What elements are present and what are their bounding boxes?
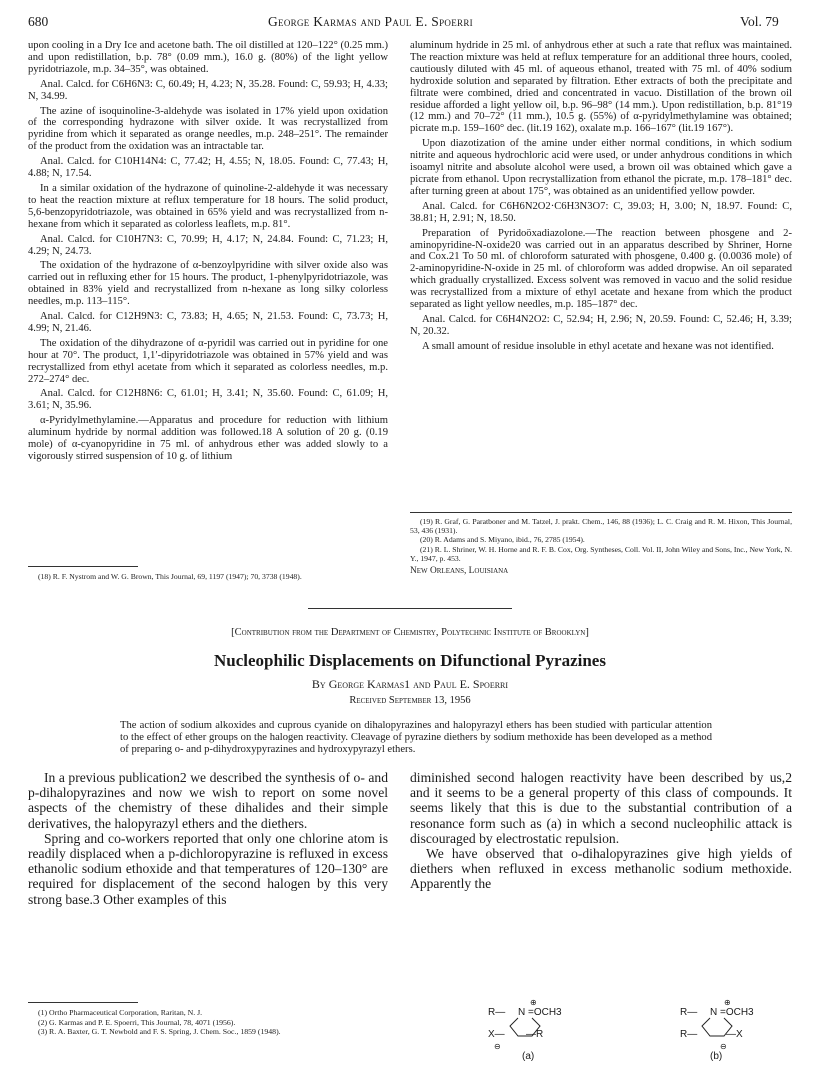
minus-charge-icon: ⊖ bbox=[720, 1042, 727, 1051]
byline: By George Karmas1 and Paul E. Spoerri bbox=[311, 677, 509, 691]
volume-label: Vol. 79 bbox=[740, 14, 779, 29]
article-separator bbox=[308, 608, 512, 609]
footnote: (1) Ortho Pharmaceutical Corporation, Raritan, N. J. bbox=[38, 1008, 203, 1017]
intro-right-column bbox=[410, 770, 792, 892]
paragraph: In a previous publication2 we described the synthesis of o- and p-dihalopyrazines and now we wish to report on some novel aspects of the chemistry of these dihalides and their simple derivatives, the halopyrazyl ethers and the diethers. bbox=[28, 770, 388, 831]
abstract: The action of sodium alkoxides and cuprous cyanide on dihalopyrazines and halopyrazyl ethers has been studied with particular attention to the effect of ether groups on the halogen reactivity. Cleavage of pyrazine diethers by sodium methoxide has been developed as a method of preparing o- and p-dihydroxypyrazines and hydroxypyrazyl ethers. bbox=[120, 720, 712, 755]
paragraph: Anal. Calcd. for C12H9N3: C, 73.83; H, 4.65; N, 21.53. Found: C, 73.73; H, 4.99; N, 21.46. bbox=[28, 311, 388, 334]
intro-left-column bbox=[28, 770, 388, 907]
page-number: 680 bbox=[28, 14, 49, 29]
paragraph: A small amount of residue insoluble in ethyl acetate and hexane was not identified. bbox=[422, 340, 774, 352]
footnote: (3) R. A. Baxter, G. T. Newbold and F. S. Spring, J. Chem. Soc., 1859 (1948). bbox=[38, 1027, 281, 1037]
substituent: X— bbox=[488, 1029, 505, 1040]
running-title: George Karmas and Paul E. Spoerri bbox=[268, 14, 473, 29]
paragraph: Anal. Calcd. for C10H14N4: C, 77.42; H, 4.55; N, 18.05. Found: C, 77.43; H, 4.88; N, 17.54. bbox=[28, 156, 388, 180]
paragraph: Anal. Calcd. for C12H8N6: C, 61.01; H, 3.41; N, 35.60. Found: C, 61.09; H, 3.61; N, 35.96. bbox=[28, 388, 388, 412]
paragraph: Anal. Calcd. for C6H6N2O2·C6H3N3O7: C, 39.03; H, 3.00; N, 18.97. Found: C, 38.81; H, 2.91; N, 18.50. bbox=[410, 200, 792, 224]
substituent: —X bbox=[726, 1029, 743, 1040]
received-date: Received September 13, 1956 bbox=[349, 695, 471, 706]
paragraph: Anal. Calcd. for C6H6N3: C, 60.49; H, 4.23; N, 35.28. Found: C, 59.93; H, 4.33; N, 34.99. bbox=[28, 78, 388, 102]
paragraph: aluminum hydride in 25 ml. of anhydrous ether at such a rate that reflux was maintained. The reaction mixture was held at reflux temperature for an additional three hours, cooled, cautiously diluted with 45 ml. of aqueous ethanol, treated with 75 ml. of 40% sodium hydroxide solution and separated by filtration. Ether extracts of both the precipitate and filtrate were combined, dried and concentrated in vacuo. Distillation of the brown oil residue afforded a light yellow oil, b.p. 96–98° (14 mm.). Upon redistillation, b.p. 81°19 (12 mm.) and 70–72° (11 mm.), 10.5 g. (55%) of α-pyridylmethylamine was obtained; picrate m.p. 159–160° dec. (lit.19 162), oxalate m.p. 166–167° (lit.19 167°). bbox=[410, 40, 792, 135]
structure-a bbox=[488, 998, 598, 1064]
footnote-rule bbox=[28, 566, 138, 567]
footnote-rule bbox=[28, 1002, 138, 1003]
paragraph: Spring and co-workers reported that only one chlorine atom is readily displaced when a p-dichloropyrazine is refluxed in excess ethanolic sodium ethoxide and that temperatures of 120–130° are required for displacement of the second halogen by this very strong base.3 Other examples of this bbox=[28, 830, 388, 907]
plus-charge-icon: ⊕ bbox=[724, 998, 731, 1007]
left-column bbox=[28, 40, 388, 463]
right-footnotes bbox=[410, 512, 792, 576]
ring-atom: N bbox=[518, 1007, 526, 1018]
article-title: Nucleophilic Displacements on Difunctional Pyrazines bbox=[214, 651, 606, 670]
paragraph: The oxidation of the dihydrazone of α-pyridil was carried out in pyridine for one hour at 70°. The product, 1,1′-dipyridotriazole was obtained in 57% yield and was recrystallized from ethyl acetate from which it separated as colorless needles, m.p. 272–274° dec. bbox=[28, 337, 388, 385]
paragraph: Anal. Calcd. for C10H7N3: C, 70.99; H, 4.17; N, 24.84. Found: C, 71.23; H, 4.29; N, 24.73. bbox=[28, 233, 388, 257]
paragraph: Preparation of Pyridoöxadiazolone.—The reaction between phosgene and 2-aminopyridine-N-oxide20 was carried out in an apparatus described by Shriner, Horne and Cox.21 To 50 ml. of chloroform saturated with phosgene, 0.400 g. (0.0036 mole) of 2-aminopyridine-N-oxide in 25 ml. of chloroform was added dropwise. An oil separated which gradually crystallized. Excess solvent was removed in vacuo and the solid residue was recrystallized from a mixture of ethyl acetate and hexane from which the product separated as light yellow needles, m.p. 185–187° dec. bbox=[410, 227, 792, 311]
plus-charge-icon: ⊕ bbox=[530, 998, 537, 1007]
footnote: (21) R. L. Shriner, W. H. Horne and R. F. B. Cox, Org. Syntheses, Coll. Vol. II, John Wiley and Sons, Inc., New York, N. Y., 1947, p. 453. bbox=[410, 544, 792, 563]
footnote: (18) R. F. Nystrom and W. G. Brown, This Journal, 69, 1197 (1947); 70, 3738 (1948). bbox=[38, 572, 302, 581]
paragraph: α-Pyridylmethylamine.—Apparatus and procedure for reduction with lithium aluminum hydride by normal addition was followed.18 A solution of 20 g. (0.19 mole) of α-cyanopyridine in 75 ml. of anhydrous ether was added slowly to a vigorously stirred suspension of 10 g. of lithium bbox=[28, 415, 388, 462]
substituent: R— bbox=[488, 1007, 506, 1018]
footnote: (19) R. Graf, G. Paratboner and M. Tatzel, J. prakt. Chem., 146, 88 (1936); L. C. Craig and R. M. Hixon, This Journal, 53, 436 (1931). bbox=[410, 517, 792, 536]
structure-label: (a) bbox=[522, 1051, 535, 1062]
substituent: =OCH3 bbox=[528, 1007, 562, 1018]
paragraph: Anal. Calcd. for C6H4N2O2: C, 52.94; H, 2.96; N, 20.59. Found: C, 52.46; H, 3.39; N, 20.32. bbox=[410, 313, 792, 337]
paragraph: In a similar oxidation of the hydrazone of quinoline-2-aldehyde it was necessary to heat the reaction mixture at reflux temperature for 18 hours. The solid product, 5,6-benzopyridotriazole, was obtained in 65% yield and was recrystallized from n-hexane from which it separated as colorless leaflets, m.p. 81°. bbox=[28, 182, 388, 230]
paragraph: We have observed that o-dihalopyrazines give high yields of diethers when refluxed in excess methanolic sodium methoxide. Apparently the bbox=[410, 846, 792, 892]
paragraph: upon cooling in a Dry Ice and acetone bath. The oil distilled at 120–122° (0.25 mm.) and upon redistillation, b.p. 78° (0.09 mm.), 16.0 g. (80%) of the light yellow pyridotriazole, m.p. 34–35°, was obtained. bbox=[28, 40, 388, 75]
footnote: (20) R. Adams and S. Miyano, ibid., 76, 2785 (1954). bbox=[420, 535, 585, 545]
paragraph: The azine of isoquinoline-3-aldehyde was isolated in 17% yield upon oxidation of the corresponding hydrazone with silver oxide. It was recrystallized from pyridine from which it separated as orange needles, m.p. 248–251°. The remainder of the product from the oxidation was an intractable tar. bbox=[28, 105, 388, 153]
substituent: —R bbox=[526, 1029, 544, 1040]
paragraph: The oxidation of the hydrazone of α-benzoylpyridine with silver oxide also was carried out in refluxing ether for 15 hours. The product, 1-phenylpyridotriazole, was obtained in 83% yield and recrystallized from n-hexane as long silky colorless needles, m.p. 113–115°. bbox=[28, 260, 388, 308]
substituent: R— bbox=[680, 1007, 698, 1018]
contribution-line: [Contribution from the Department of Chemistry, Polytechnic Institute of Brooklyn] bbox=[231, 627, 589, 638]
location: New Orleans, Louisiana bbox=[410, 566, 509, 577]
right-column bbox=[410, 40, 792, 353]
minus-charge-icon: ⊖ bbox=[494, 1042, 501, 1051]
substituent: R— bbox=[680, 1029, 698, 1040]
footnote: (2) G. Karmas and P. E. Spoerri, This Journal, 78, 4071 (1956). bbox=[38, 1017, 236, 1027]
left-footnotes bbox=[28, 572, 388, 581]
structure-label: (b) bbox=[710, 1051, 723, 1062]
article-footnotes bbox=[28, 1008, 388, 1037]
ring-atom: N bbox=[710, 1007, 718, 1018]
paragraph: Upon diazotization of the amine under either normal conditions, in which sodium nitrite and aqueous hydrochloric acid were used, or under anhydrous conditions in which isoamyl nitrite and absolute alcohol were used, a brown oil was obtained which gave a picrate from ethanol. Upon recrystallization from ethanol the picrate, m.p. 178–181° dec. after turning green at about 175°, was obtained as an unidentified yellow powder. bbox=[410, 138, 792, 197]
paragraph: diminished second halogen reactivity have been described by us,2 and it seems to be a general property of this class of compounds. It seems likely that this is due to the substantial contribution of a resonance form such as (a) in which a second nucleophilic attack is discouraged by electrostatic repulsion. bbox=[410, 770, 792, 846]
substituent: =OCH3 bbox=[720, 1007, 754, 1018]
structure-b bbox=[680, 998, 790, 1064]
